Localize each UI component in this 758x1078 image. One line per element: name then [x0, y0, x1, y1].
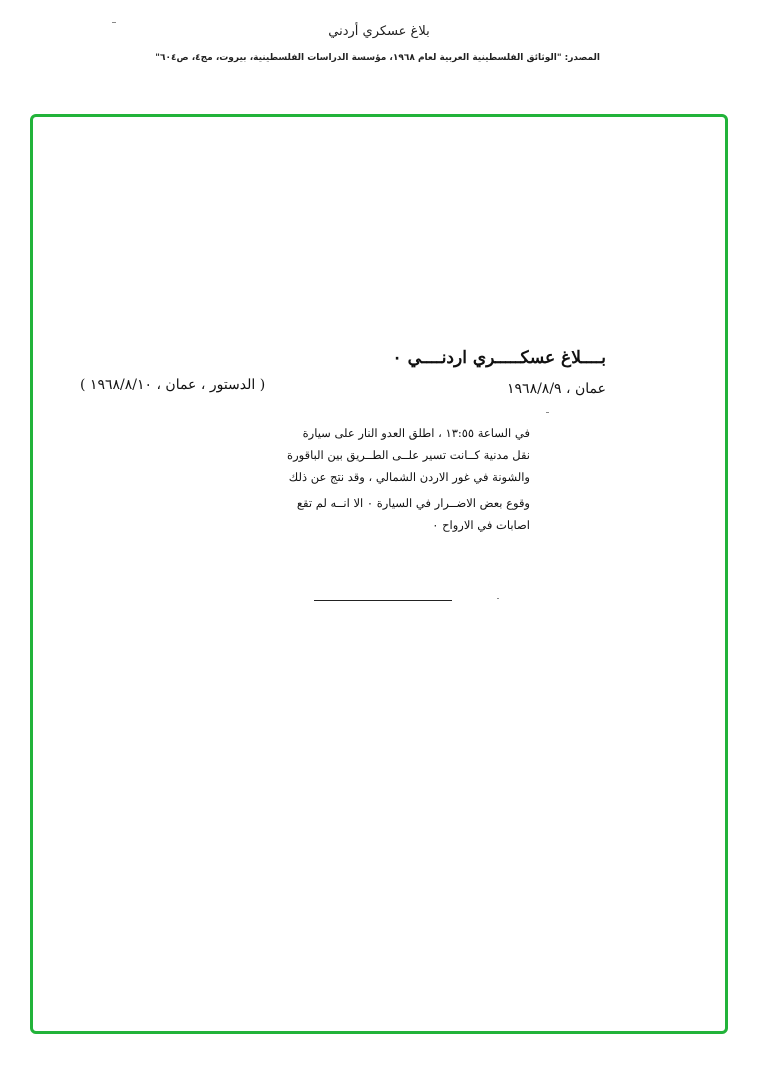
body-line: اصابات في الارواح ٠: [432, 518, 530, 532]
document-frame: [30, 114, 728, 1034]
body-line: في الساعة ١٣:٥٥ ، اطلق العدو النار على سيارة: [302, 426, 530, 440]
document-body: [240, 422, 530, 536]
dateline-newspaper-source: ( الدستور ، عمان ، ١٩٦٨/٨/١٠ ): [80, 377, 266, 393]
scan-speck: [112, 22, 116, 23]
scan-speck: [546, 412, 549, 413]
source-citation: المصدر: "الوثائق الفلسطينية العربية لعام ١٩٦٨، مؤسسة الدراسات الفلسطينية، بيروت، مج٤، ص٦٠٤": [155, 53, 600, 63]
body-line: نقل مدنية كــانت تسير علــى الطــريق بين الباقورة: [287, 448, 530, 462]
document-heading: بــــلاغ عسكـــــري اردنــــي ٠: [392, 348, 606, 368]
scan-speck: [497, 598, 499, 599]
dateline-place-date: عمان ، ١٩٦٨/٨/٩: [507, 381, 606, 397]
page-title: بلاغ عسكري أردني: [328, 24, 430, 39]
separator-line: [314, 600, 452, 601]
body-line: والشونة في غور الاردن الشمالي ، وقد نتج عن ذلك: [288, 470, 530, 484]
body-line: وقوع بعض الاضــرار في السيارة ٠ الا انــه لم تقع: [296, 496, 530, 510]
